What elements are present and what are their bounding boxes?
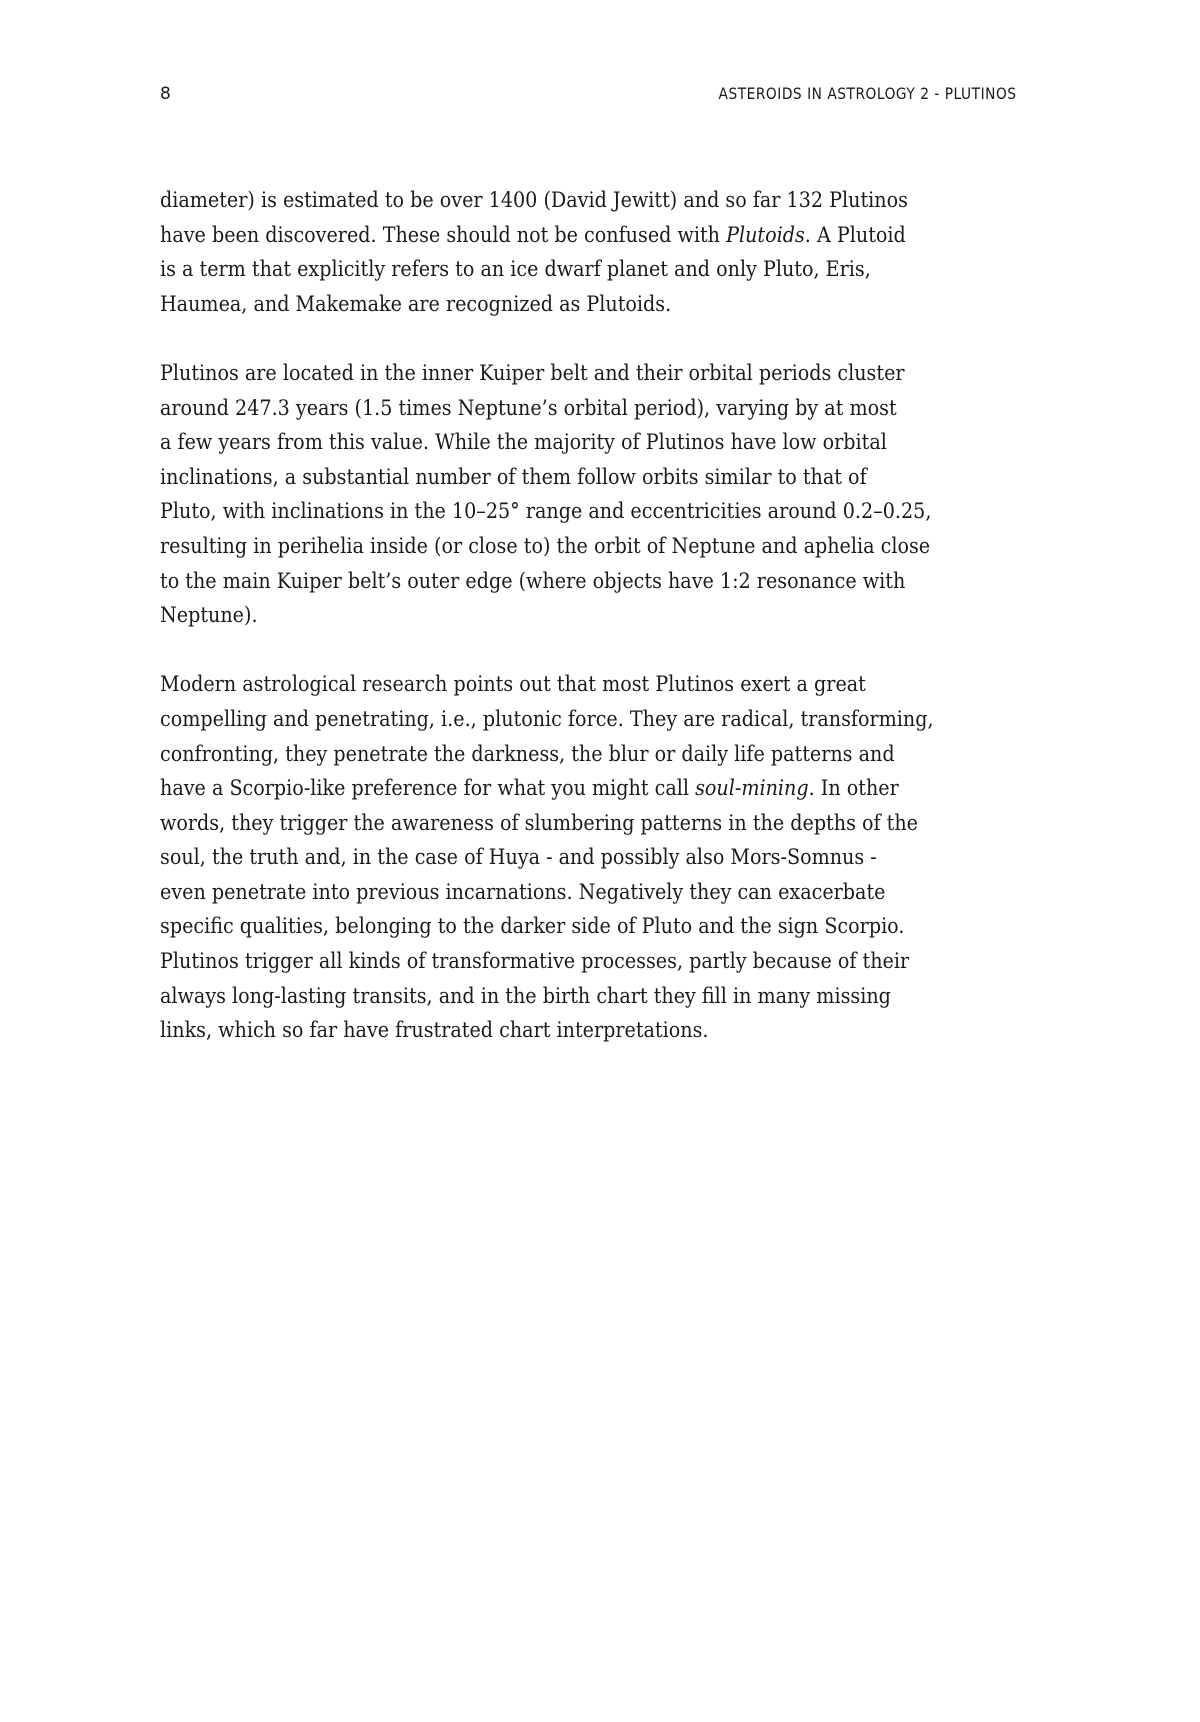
text-line xyxy=(160,392,925,427)
paragraph xyxy=(160,184,1020,322)
text-segment: links, which so far have frustrated chart interpretations. xyxy=(160,1018,709,1044)
running-header xyxy=(160,84,1017,110)
text-line xyxy=(160,980,925,1015)
text-segment: even penetrate into previous incarnations. Negatively they can exacerbate xyxy=(160,879,886,905)
text-line xyxy=(160,1014,925,1049)
text-segment: soul, the truth and, in the case of Huya - and possibly also Mors-Somnus - xyxy=(160,845,877,871)
text-line xyxy=(160,703,934,738)
text-segment: a few years from this value. While the majority of Plutinos have low orbital xyxy=(160,430,887,456)
text-segment: Plutinos are located in the inner Kuiper belt and their orbital periods cluster xyxy=(160,360,905,386)
text-segment: resulting in perihelia inside (or close to) the orbit of Neptune and aphelia close xyxy=(160,533,931,559)
text-segment: have been discovered. These should not be confused with xyxy=(160,222,727,248)
text-segment: Plutinos trigger all kinds of transformative processes, partly because of their xyxy=(160,949,910,975)
text-segment: diameter) is estimated to be over 1400 (David Jewitt) and so far 132 Plutinos xyxy=(160,188,908,213)
text-line xyxy=(160,219,925,254)
text-line xyxy=(160,945,925,980)
text-segment: have a Scorpio-like preference for what you might call xyxy=(160,776,696,802)
text-line xyxy=(160,807,925,842)
text-line xyxy=(160,253,925,288)
text-line xyxy=(160,772,925,807)
text-line xyxy=(160,288,925,323)
text-segment: words, they trigger the awareness of slumbering patterns in the depths of the xyxy=(160,810,919,836)
paragraph xyxy=(160,357,1020,634)
text-segment: Haumea, and Makemake are recognized as Plutoids. xyxy=(160,291,672,317)
text-segment: . A Plutoid xyxy=(804,222,906,248)
text-line xyxy=(160,599,925,634)
paragraph xyxy=(160,668,1020,1049)
text-line xyxy=(160,668,925,703)
text-line xyxy=(160,184,925,219)
text-line xyxy=(160,530,931,565)
text-line xyxy=(160,738,925,773)
text-line xyxy=(160,426,925,461)
text-segment: Neptune). xyxy=(160,603,258,629)
italic-term: Plutoids xyxy=(726,222,805,248)
text-line xyxy=(160,841,925,876)
text-line xyxy=(160,565,925,600)
text-segment: confronting, they penetrate the darkness, the blur or daily life patterns and xyxy=(160,741,895,767)
text-segment: is a term that explicitly refers to an ice dwarf planet and only Pluto, Eris, xyxy=(160,257,871,283)
text-segment: Modern astrological research points out that most Plutinos exert a great xyxy=(160,672,866,698)
italic-term: soul-mining xyxy=(695,776,809,802)
text-line xyxy=(160,910,925,945)
text-line xyxy=(160,495,932,530)
text-segment: specific qualities, belonging to the darker side of Pluto and the sign Scorpio. xyxy=(160,914,905,940)
text-segment: inclinations, a substantial number of them follow orbits similar to that of xyxy=(160,464,867,490)
text-line xyxy=(160,357,925,392)
text-segment: . In other xyxy=(808,776,899,802)
text-line xyxy=(160,876,925,911)
text-segment: around 247.3 years (1.5 times Neptune’s orbital period), varying by at most xyxy=(160,395,897,421)
page-number: 8 xyxy=(160,84,172,104)
text-segment: compelling and penetrating, i.e., plutonic force. They are radical, transforming, xyxy=(160,706,934,732)
running-title: ASTEROIDS IN ASTROLOGY 2 - PLUTINOS xyxy=(718,84,1017,103)
text-segment: to the main Kuiper belt’s outer edge (where objects have 1:2 resonance with xyxy=(160,568,906,594)
body-text xyxy=(160,184,1020,1083)
text-line xyxy=(160,461,925,496)
text-segment: always long-lasting transits, and in the birth chart they fill in many missing xyxy=(160,983,891,1009)
text-segment: Pluto, with inclinations in the 10–25° range and eccentricities around 0.2–0.25, xyxy=(160,499,932,525)
